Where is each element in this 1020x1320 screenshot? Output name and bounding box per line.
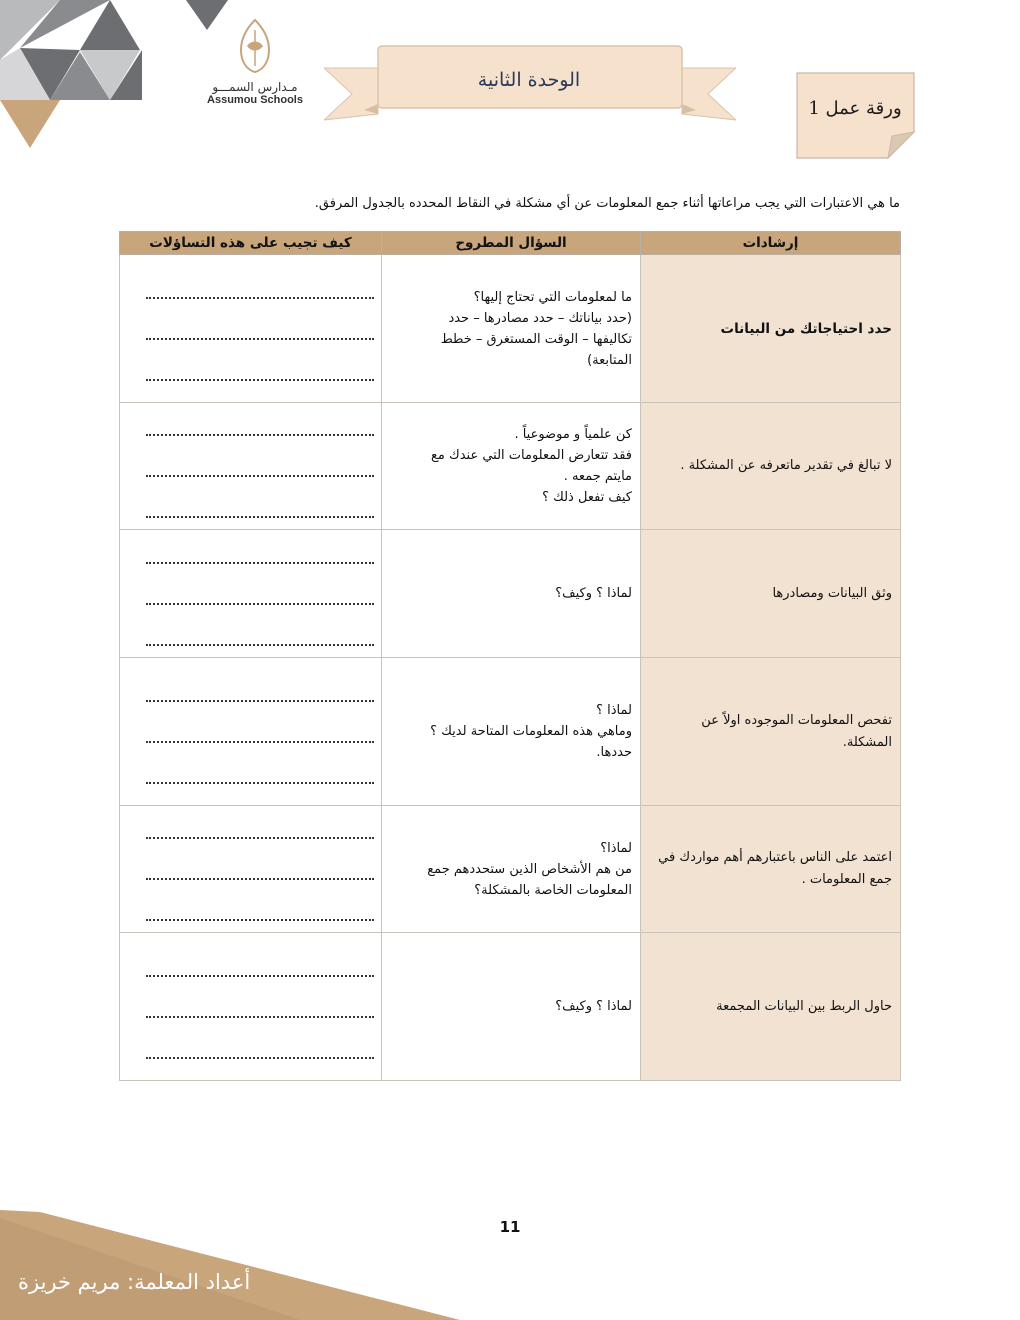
answer-dotted-line[interactable] [146, 817, 374, 839]
question-cell [382, 658, 641, 806]
question-cell [382, 933, 641, 1081]
answer-dotted-line[interactable] [146, 496, 374, 518]
answer-cell[interactable] [120, 806, 382, 933]
answer-dotted-line[interactable] [146, 955, 374, 977]
question-line: لماذا ؟ وكيف؟ [555, 999, 632, 1014]
header-guidelines: إرشادات [641, 232, 901, 255]
answer-cell[interactable] [120, 255, 382, 403]
school-logo [200, 16, 310, 107]
answer-dotted-line[interactable] [146, 721, 374, 743]
table-row [120, 806, 901, 933]
logo-arabic-text: مـدارس السمـــو [212, 80, 298, 94]
guideline-cell [641, 933, 901, 1081]
answer-dotted-line[interactable] [146, 455, 374, 477]
answer-dotted-line[interactable] [146, 858, 374, 880]
question-line: وماهي هذه المعلومات المتاحة لديك ؟ [430, 724, 632, 739]
question-line: المعلومات الخاصة بالمشكلة؟ [474, 882, 632, 898]
answer-dotted-line[interactable] [146, 359, 374, 381]
answer-dotted-line[interactable] [146, 996, 374, 1018]
question-cell [382, 530, 641, 658]
answer-cell[interactable] [120, 403, 382, 530]
instruction-text: ما هي الاعتبارات التي يجب مراعاتها أثناء جمع المعلومات عن أي مشكلة في النقاط المحدده بالجدول المرفق. [314, 196, 900, 211]
answer-cell[interactable] [120, 530, 382, 658]
table-row [120, 403, 901, 530]
logo-english-text: Assumou Schools [207, 94, 303, 106]
question-line: (حدد بياناتك – حدد مصادرها – حدد [448, 310, 632, 326]
question-line: لماذا ؟ [596, 703, 632, 718]
table-row [120, 530, 901, 658]
answer-dotted-line[interactable] [146, 542, 374, 564]
question-line: كيف تفعل ذلك ؟ [542, 490, 632, 505]
answer-dotted-line[interactable] [146, 583, 374, 605]
question-line: المتابعة) [587, 352, 632, 368]
question-line: لماذا ؟ وكيف؟ [555, 586, 632, 601]
answer-cell[interactable] [120, 933, 382, 1081]
answer-dotted-line[interactable] [146, 899, 374, 921]
guideline-cell [641, 530, 901, 658]
guideline-text: وثق البيانات ومصادرها [772, 585, 892, 601]
question-line: لماذا؟ [600, 840, 632, 856]
question-line: تكاليفها – الوقت المستغرق – خطط [440, 331, 632, 347]
table-row [120, 255, 901, 403]
answer-dotted-line[interactable] [146, 1037, 374, 1059]
guideline-cell [641, 658, 901, 806]
unit-title: الوحدة الثانية [477, 69, 581, 91]
guideline-text: حدد احتياجاتك من البيانات [720, 320, 892, 337]
guideline-cell [641, 255, 901, 403]
guidelines-table [119, 231, 901, 1081]
answer-dotted-line[interactable] [146, 680, 374, 702]
header-answer: كيف تجيب على هذه التساؤلات [120, 232, 382, 255]
table-header-row [120, 232, 901, 255]
guideline-text: اعتمد على الناس باعتبارهم أهم مواردك في جمع المعلومات . [658, 850, 892, 887]
question-line: فقد تتعارض المعلومات التي عندك مع [430, 448, 632, 463]
answer-dotted-line[interactable] [146, 318, 374, 340]
question-line: حددها. [596, 745, 632, 760]
question-cell [382, 806, 641, 933]
guideline-text: تفحص المعلومات الموجوده اولاً عن المشكلة. [701, 712, 892, 750]
question-line: ما لمعلومات التي تحتاج إليها؟ [473, 289, 632, 305]
table-row [120, 933, 901, 1081]
guideline-cell [641, 403, 901, 530]
page-number: 11 [499, 1218, 521, 1236]
guideline-text: حاول الربط بين البيانات المجمعة [716, 998, 892, 1014]
answer-dotted-line[interactable] [146, 762, 374, 784]
header-question: السؤال المطروح [382, 232, 641, 255]
question-cell [382, 255, 641, 403]
question-line: مايتم جمعه . [563, 469, 632, 484]
question-line: كن علمياً و موضوعياً . [514, 427, 632, 442]
table-row [120, 658, 901, 806]
answer-dotted-line[interactable] [146, 277, 374, 299]
question-line: من هم الأشخاص الذين ستحددهم جمع [427, 861, 632, 877]
answer-cell[interactable] [120, 658, 382, 806]
logo-emblem-icon [233, 16, 277, 74]
answer-dotted-line[interactable] [146, 414, 374, 436]
teacher-credit: أعداد المعلمة: مريم خريزة [18, 1270, 251, 1294]
guideline-cell [641, 806, 901, 933]
worksheet-label: ورقة عمل 1 [808, 98, 902, 119]
guideline-text: لا تبالغ في تقدير ماتعرفه عن المشكلة . [680, 458, 892, 473]
answer-dotted-line[interactable] [146, 624, 374, 646]
question-cell [382, 403, 641, 530]
footer-decoration [0, 1210, 460, 1320]
